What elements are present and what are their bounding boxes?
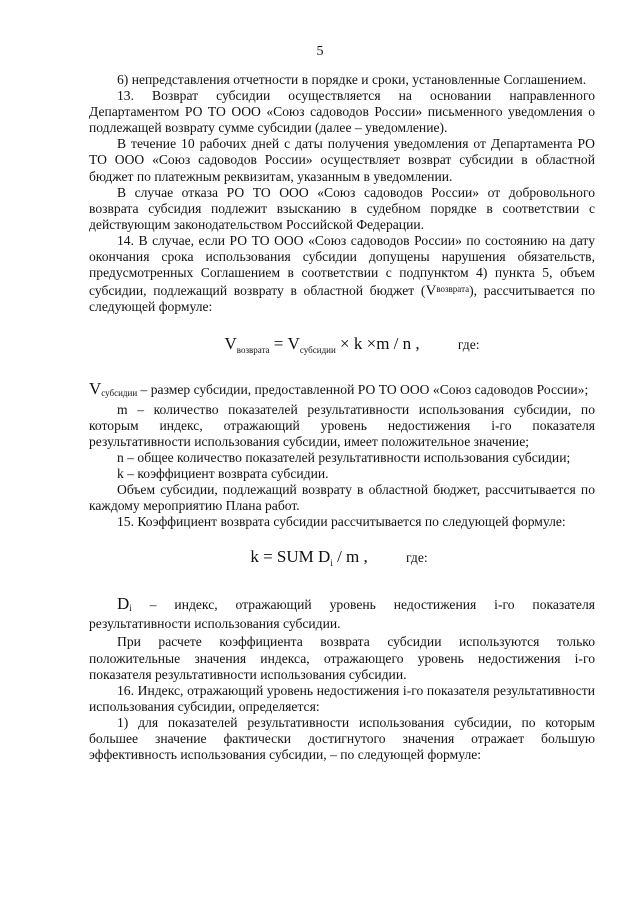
definition-k: k – коэффициент возврата субсидии. [117, 465, 329, 481]
definition-m: m – количество показателей результативности использования субсидии, по которым индекс, отражающий уровень недостижения i-го показателя результативности использования субсидии, имеет положительное значение; [89, 401, 595, 449]
paragraph-6: 6) непредставления отчетности в порядке и сроки, установленные Соглашением. [117, 72, 587, 87]
paragraph-calc: При расчете коэффициента возврата субсидии используются только положительные значения индекса, отражающего уровень недостижения i-го показателя результативности использования субсидии. [89, 634, 595, 682]
definition-v-subsidy: Vсубсидии – размер субсидии, предоставленной РО ТО ООО «Союз садоводов России»; [89, 379, 589, 399]
paragraph-volume: Объем субсидии, подлежащий возврату в областной бюджет, рассчитывается по каждому мероприятию Плана работ. [89, 481, 595, 514]
formula-where-label-2: где: [406, 550, 428, 566]
paragraph-16: 16. Индекс, отражающий уровень недостижения i-го показателя результативности использования субсидии, определяется: [89, 682, 595, 714]
definition-d: Di – индекс, отражающий уровень недостижения i-го показателя результативности использования субсидии. [89, 594, 595, 632]
paragraph-14-text: 14. В случае, если РО ТО ООО «Союз садоводов России» по состоянию на дату окончания срока использования субсидии допущены нарушения обязательств, предусмотренных Соглашением в соответствии с подпунктом 4) пункта 5, объем субсидии, подлежащий возврату в областной бюджет ( [89, 232, 595, 299]
formula-where-label: где: [457, 337, 480, 353]
paragraph-14-tail: ), рассчитывается по следующей формуле: [89, 283, 595, 315]
document-body [89, 72, 595, 763]
paragraph-13: 13. Возврат субсидии осуществляется на основании направленного Департаментом РО ТО ООО «Союз садоводов России» письменного уведомления о подлежащей возврату сумме субсидии (далее – уведомление). [89, 88, 595, 136]
definition-n: n – общее количество показателей результативности использования субсидии; [117, 449, 571, 465]
paragraph-13-refusal: В случае отказа РО ТО ООО «Союз садоводов России» от добровольного возврата субсидия подлежит взысканию в судебном порядке в соответствии с действующим законодательством Российской Федерации. [89, 184, 595, 232]
paragraph-16-1: 1) для показателей результативности использования субсидии, по которым большее значение фактически достигнутого значения отражает большую эффективность использования субсидии, – по следующей формуле: [89, 714, 595, 763]
paragraph-13-term: В течение 10 рабочих дней с даты получения уведомления от Департамента РО ТО ООО «Союз садоводов России» осуществляет возврат субсидии в областной бюджет по платежным реквизитам, указанным в уведомлении. [89, 136, 595, 184]
v-return-symbol: $V^{возврата}$ [425, 283, 470, 300]
page-number: 5 [316, 44, 324, 59]
formula-k: k = SUM $D_i$ / m , где: [250, 547, 428, 569]
paragraph-15: 15. Коэффициент возврата субсидии рассчитывается по следующей формуле: [117, 514, 566, 530]
paragraph-14 [89, 233, 595, 315]
formula-v-return: $V_{возврата} = V_{субсидии} \times k \times m / n$ , где: [224, 334, 480, 356]
